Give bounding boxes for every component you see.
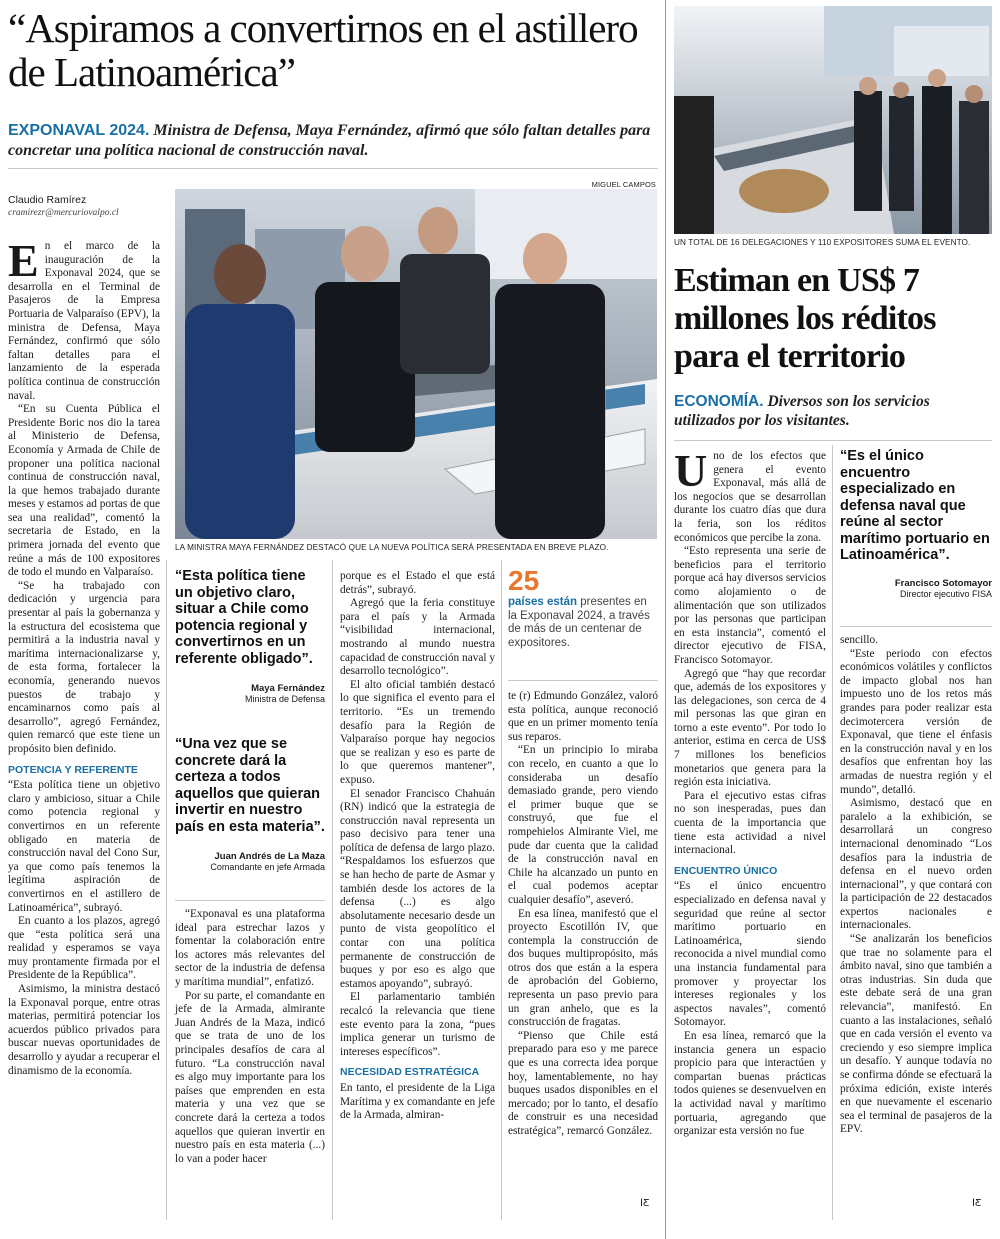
paragraph: “Esta política tiene un objetivo claro y ambicioso, situar a Chile como potencia regional y convertirnos en un referente obligado en materia de construcción naval del Cono Sur, ya que como país tenemos la legítima aspiración de convertirnos en el astillero de Latinoamérica”, subrayó.	[8, 779, 160, 914]
paragraph: sencillo.	[840, 634, 878, 646]
main-photo-caption: LA MINISTRA MAYA FERNÁNDEZ DESTACÓ QUE LA NUEVA POLÍTICA SERÁ PRESENTADA EN BREVE PLAZO.	[175, 543, 609, 552]
side-quote-block	[840, 448, 992, 599]
divider	[332, 560, 333, 1220]
paragraph: no de los efectos que genera el evento Exponaval, más allá de los negocios que se desarrollan durante los cuatro días que dura la feria, son los réditos económicos que percibe la zona.	[674, 450, 826, 544]
quote-role: Ministra de Defensa	[244, 694, 325, 704]
divider	[8, 168, 658, 169]
paragraph: Asimismo, destacó que en paralelo a la exhibición, se desarrollará un congreso internacional denominado “Los desafíos para la industria de defensa en el nuevo orden internacional”, y que contará con la participación de 22 destacados expertos nacionales e internacionales.	[840, 797, 992, 932]
paragraph: “Se analizarán los beneficios que trae no solamente para el ámbito naval, sino que también a otras industrias. Sin duda que este debate será de una gran relevancia”, manifestó. En cuanto a las instalaciones, señaló que en cada versión el evento va creciendo y eso siempre implica un desafío. Y aunque todavía no se confirma dónde se efectuará la próxima edición, existe interés en que nuevamente el escenario sea el terminal de pasajeros de la EPV.	[840, 933, 992, 1136]
paragraph: Para el ejecutivo estas cifras no son inesperadas, pues dan cuenta de la importancia que tiene esta actividad a nivel internacional.	[674, 789, 826, 857]
paragraph: El alto oficial también destacó lo que significa el evento para el territorio. “Es un tremendo desafío para la Región de Valparaíso porque hay negocios que se realizan y eso es parte de lo que queremos mantener”, expuso.	[340, 678, 495, 786]
quote-block-1	[175, 568, 325, 704]
paragraph: “Exponaval es una plataforma ideal para estrechar lazos y fomentar la colaboración entre los actores más relevantes del sector de la industria de defensa y marítima mundial”, enfatizó.	[175, 908, 325, 988]
paragraph: En tanto, el presidente de la Liga Marítima y ex comandante en jefe de la Armada, almiran-	[340, 1081, 495, 1122]
photo-credit: MIGUEL CAMPOS	[591, 180, 656, 189]
side-headline: Estiman en US$ 7 millones los réditos para el territorio	[674, 262, 936, 375]
main-col3	[340, 570, 495, 1123]
paragraph: En esa línea, manifestó que el proyecto Escotillón IV, que contempla la construcción de dos buques multipropósito, más otros dos que están a la espera de aprobación del Gobierno, representa un paso previo para un gran anhelo, que es la construcción de fragatas.	[508, 907, 658, 1029]
side-deck	[674, 392, 992, 430]
dropcap: U	[674, 445, 708, 496]
exhibition-photo-illustration	[674, 6, 992, 234]
paragraph: Agregó que “hay que recordar que, además de los expositores y las delegaciones, son cerca de 4 mil personas las que giran en torno a este evento”. Por todo lo anterior, estima en cerca de US$ 7 millones los beneficios monetarios que genera para la región esta iniciativa.	[674, 667, 826, 789]
paragraph: El senador Francisco Chahuán (RN) indicó que la estrategia de construcción naval representa un paso decisivo para tener una política de defensa de largo plazo. “Respaldamos los esfuerzos que se han hecho de parte de Asmar y también desde los actores de la defensa (...) es algo absolutamente necesario desde un punto de vista geopolítico el contar con una política permanente de construcción de buques y por eso es algo que estamos apoyando”, subrayó.	[340, 787, 495, 990]
main-col4	[508, 690, 658, 1139]
paragraph: “En su Cuenta Pública el Presidente Boric nos dio la tarea al Ministerio de Defensa, Economía y Armada de Chile de proponer una política nacional continua de construcción naval, la que hemos trabajado durante meses y estamos ad portas de que sea una realidad”, comentó la secretaria de Estado, en la primera jornada del evento que reúne a más de 100 expositores de todo el mundo en Valparaíso.	[8, 403, 160, 579]
stat-bold: países están	[508, 596, 578, 608]
main-photo	[175, 189, 657, 539]
side-photo	[674, 6, 992, 234]
byline-email: cramirezr@mercuriovalpo.cl	[8, 208, 119, 218]
main-col2	[175, 908, 325, 1166]
end-mark-icon: ꓲƸ	[972, 1198, 982, 1209]
quote-role: Comandante en jefe Armada	[210, 862, 325, 872]
pull-quote: “Esta política tiene un objetivo claro, situar a Chile como potencia regional y convertirnos en un referente obligado”.	[175, 568, 313, 667]
side-kicker: ECONOMÍA.	[674, 393, 764, 410]
dropcap: E	[8, 235, 39, 286]
quote-block-2	[175, 736, 325, 872]
paragraph: te (r) Edmundo González, valoró esta política, aunque reconoció que en un primer momento tenía sus reparos.	[508, 690, 658, 743]
paragraph: “Se ha trabajado con dedicación y urgencia para presentar al país la gobernanza y la estructura del ecosistema que permitirá a la industria naval y marítima internacionalizarse y, de esta forma, fortalecer la economía, generando nuevos puestos de trabajo y encaminarnos como país al desarrollo”, agregó Fernández, quien remarcó que este tiene un propósito bien definido.	[8, 579, 160, 755]
paragraph: Agregó que la feria constituye para el país y la Armada “visibilidad internacional, mostrando al mundo nuestra capacidad de construcción naval y desarrollo tecnológico”.	[340, 597, 495, 678]
side-deck-text: Diversos son los servicios utilizados por los visitantes.	[674, 393, 930, 429]
side-col2	[840, 634, 992, 1137]
side-photo-caption: UN TOTAL DE 16 DELEGACIONES Y 110 EXPOSITORES SUMA EL EVENTO.	[674, 238, 971, 247]
main-kicker: EXPONAVAL 2024.	[8, 122, 150, 139]
divider	[175, 900, 325, 901]
quote-name: Francisco Sotomayor	[894, 577, 992, 589]
paragraph: En cuanto a los plazos, agregó que “esta política será una realidad y esperamos se vaya muy prontamente firmada por el Presidente de la República”.	[8, 915, 160, 982]
pull-quote: “Es el único encuentro especializado en defensa naval que reúne al sector marítimo portuario en Latinoamérica”.	[840, 448, 990, 563]
stat-caption	[508, 596, 658, 650]
ministra-photo-illustration	[175, 189, 657, 539]
paragraph: Asimismo, la ministra destacó la Exponaval porque, entre otras materias, permitirá potenciar los acuerdos público privados para buscar nuevas oportunidades de desarrollo y ayudar a recuperar el dinamismo de la economía.	[8, 983, 160, 1077]
divider	[674, 440, 992, 441]
paragraph: El parlamentario también recalcó la relevancia que tiene este evento para la zona, “pues implica generar un turismo de intereses específicos”.	[340, 991, 495, 1058]
quote-name: Maya Fernández	[251, 683, 325, 694]
divider	[508, 680, 658, 681]
paragraph: “En un principio lo miraba con recelo, en cuanto a que lo consideraba un desafío demasiado grande, pero viendo el primer buque que se construyó, que fue el rompehielos Almirante Viel, me pude dar cuenta que la calidad de la construcción naval en Chile ha alcanzado un punto en el cual podemos aceptar cualquier desafío”, aseveró.	[508, 744, 658, 906]
pull-quote: “Una vez que se concrete dará la certeza a todos aquellos que quieran invertir en nuestro país en esta materia”.	[175, 736, 325, 835]
paragraph: “Es el único encuentro especializado en defensa naval y seguridad que reúne al sector marítimo portuario en Latinoamérica, siendo reconocida a nivel mundial como una instancia fundamental para promover y proyectar los intereses regionales y los aspectos navales”, comentó Sotomayor.	[674, 880, 826, 1029]
subhead: POTENCIA Y REFERENTE	[8, 763, 138, 776]
paragraph: En esa línea, remarcó que la instancia genera un espacio propicio para que interactúen y compartan buenas prácticas todos quienes se desenvuelven en la actividad naval y marítimo portuaria, agregando que organizar esta versión no fue	[674, 1029, 826, 1138]
divider	[665, 0, 666, 1239]
divider	[166, 560, 167, 1220]
main-deck	[8, 121, 658, 161]
stat-number: 25	[508, 565, 540, 596]
stat-box	[508, 566, 658, 650]
main-col1	[8, 235, 160, 1078]
paragraph: “Este periodo con efectos económicos volátiles y conflictos de impacto global nos han impuesto uno de los retos más grandes para poder realizar esta decimotercera versión de Exponaval, que tiene el énfasis en la construcción naval y en los desafíos que enfrentan hoy las armadas de nuestra región y el mundo”, detalló.	[840, 647, 992, 796]
side-col1	[674, 445, 826, 1139]
stat-text: presentes en la Exponaval 2024, a través de más de un centenar de expositores.	[508, 596, 650, 649]
quote-role: Director ejecutivo FISA	[899, 588, 992, 599]
paragraph: “Esto representa una serie de beneficios para el territorio porque acá hay diversos servicios como alojamiento o de alimentación que son utilizados por las personas que participan en esta instancia”, comentó el director ejecutivo de FISA, Francisco Sotomayor.	[674, 545, 826, 666]
end-mark-icon: ꓲƸ	[640, 1198, 650, 1209]
subhead: NECESIDAD ESTRATÉGICA	[340, 1066, 480, 1079]
paragraph: n el marco de la inauguración de la Exponaval 2024, que se desarrolla en el Terminal de Pasajeros de la Empresa Portuaria de Valparaíso (EPV), la ministra de Defensa, Maya Fernández, confirmó que sólo faltan detalles para el lanzamiento de la esperada política continua de construcción naval.	[8, 240, 160, 402]
subhead: ENCUENTRO ÚNICO	[674, 864, 778, 877]
paragraph: porque es el Estado el que está detrás”, subrayó.	[340, 570, 495, 596]
divider	[832, 445, 833, 1220]
byline-author: Claudio Ramírez	[8, 194, 87, 206]
divider	[840, 626, 992, 627]
paragraph: “Pienso que Chile está preparado para eso y me parece que es una correcta idea porque hoy, lamentablemente, no hay buques usados disponibles en el mercado; por lo tanto, el desafío de construir es una necesidad estratégica”, remarcó González.	[508, 1029, 658, 1137]
paragraph: Por su parte, el comandante en jefe de la Armada, almirante Juan Andrés de la Maza, indicó que se trata de uno de los principales desafíos de cara al futuro. “La construcción naval es algo muy importante para los países que emprenden en esta materia y una vez que se concrete dará la certeza a todos aquellos que quieran invertir en nuestro país en esta materia (...) lo van a poder hacer	[175, 989, 325, 1165]
divider	[501, 560, 502, 1220]
main-deck-text: Ministra de Defensa, Maya Fernández, afirmó que sólo faltan detalles para concretar una política nacional de construcción naval.	[8, 122, 651, 159]
quote-name: Juan Andrés de La Maza	[214, 851, 325, 862]
main-headline: “Aspiramos a convertirnos en el astillero de Latinoamérica”	[8, 5, 638, 95]
